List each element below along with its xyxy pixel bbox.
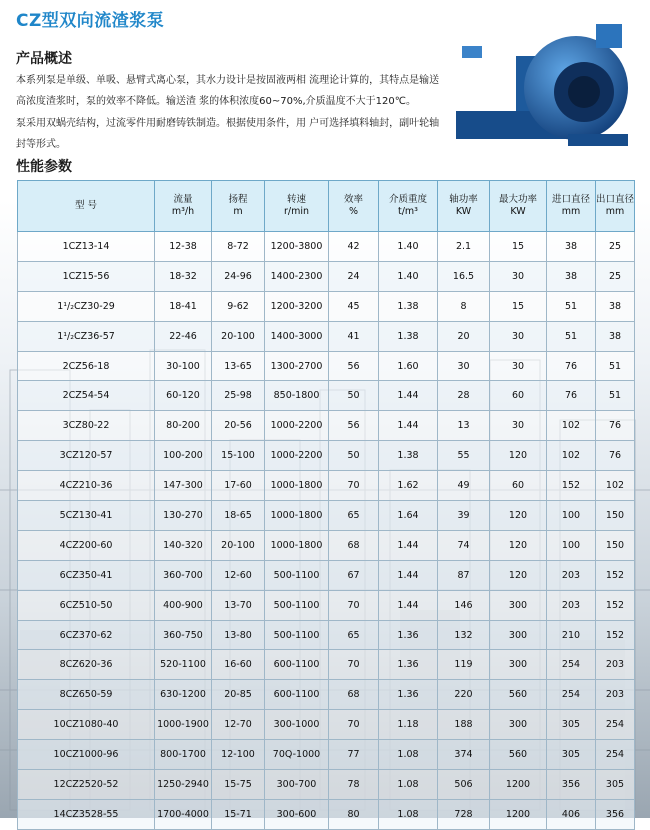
cell-model: 6CZ350-41 (18, 560, 155, 590)
header-flow: 流量 m³/h (155, 181, 212, 232)
cell-efficiency: 70 (329, 710, 379, 740)
cell-efficiency: 65 (329, 620, 379, 650)
cell-speed: 1000-1800 (265, 471, 329, 501)
cell-head: 18-65 (212, 501, 265, 531)
cell-flow: 147-300 (155, 471, 212, 501)
cell-inlet-diameter: 305 (547, 710, 596, 740)
cell-speed: 1400-3000 (265, 321, 329, 351)
cell-density: 1.38 (379, 321, 438, 351)
cell-max-power: 120 (490, 441, 547, 471)
cell-max-power: 15 (490, 291, 547, 321)
cell-max-power: 30 (490, 351, 547, 381)
cell-outlet-diameter: 203 (596, 650, 635, 680)
cell-outlet-diameter: 254 (596, 710, 635, 740)
cell-speed: 600-1100 (265, 680, 329, 710)
cell-efficiency: 78 (329, 770, 379, 800)
cell-inlet-diameter: 356 (547, 770, 596, 800)
page-title: CZ型双向流渣浆泵 (16, 11, 165, 31)
cell-efficiency: 24 (329, 261, 379, 291)
pump-product-image (456, 16, 644, 148)
cell-density: 1.38 (379, 441, 438, 471)
cell-max-power: 560 (490, 680, 547, 710)
cell-flow: 1700-4000 (155, 799, 212, 829)
cell-max-power: 300 (490, 620, 547, 650)
table-row (18, 261, 635, 291)
table-row (18, 530, 635, 560)
cell-speed: 500-1100 (265, 560, 329, 590)
cell-outlet-diameter: 76 (596, 411, 635, 441)
overview-paragraph-1: 本系列泵是单级、单吸、悬臂式离心泵，其水力设计是按固液两相 流理论计算的，其特点是输送高浓度渣浆时，泵的效率不降低。输送渣 浆的体积浓度60~70%,介质温度不大于120℃。 (16, 75, 440, 107)
cell-efficiency: 42 (329, 232, 379, 262)
cell-flow: 360-750 (155, 620, 212, 650)
cell-efficiency: 70 (329, 590, 379, 620)
cell-outlet-diameter: 152 (596, 590, 635, 620)
cell-outlet-diameter: 102 (596, 471, 635, 501)
cell-flow: 30-100 (155, 351, 212, 381)
cell-density: 1.08 (379, 799, 438, 829)
cell-outlet-diameter: 25 (596, 261, 635, 291)
table-row (18, 501, 635, 531)
cell-inlet-diameter: 203 (547, 590, 596, 620)
cell-shaft-power: 20 (438, 321, 490, 351)
header-outlet-diameter: 出口直径 mm (596, 181, 635, 232)
cell-outlet-diameter: 150 (596, 530, 635, 560)
cell-speed: 500-1100 (265, 620, 329, 650)
cell-density: 1.44 (379, 411, 438, 441)
cell-density: 1.44 (379, 530, 438, 560)
cell-model: 14CZ3528-55 (18, 799, 155, 829)
cell-max-power: 15 (490, 232, 547, 262)
cell-flow: 1250-2940 (155, 770, 212, 800)
cell-flow: 800-1700 (155, 740, 212, 770)
cell-efficiency: 65 (329, 501, 379, 531)
cell-flow: 520-1100 (155, 650, 212, 680)
cell-efficiency: 50 (329, 381, 379, 411)
cell-density: 1.44 (379, 590, 438, 620)
cell-model: 2CZ56-18 (18, 351, 155, 381)
cell-flow: 22-46 (155, 321, 212, 351)
cell-efficiency: 45 (329, 291, 379, 321)
cell-head: 8-72 (212, 232, 265, 262)
cell-shaft-power: 188 (438, 710, 490, 740)
cell-speed: 1000-1800 (265, 501, 329, 531)
cell-outlet-diameter: 38 (596, 291, 635, 321)
cell-speed: 1000-1800 (265, 530, 329, 560)
cell-inlet-diameter: 254 (547, 680, 596, 710)
cell-speed: 300-600 (265, 799, 329, 829)
cell-density: 1.08 (379, 740, 438, 770)
table-row (18, 441, 635, 471)
cell-model: 3CZ80-22 (18, 411, 155, 441)
cell-max-power: 1200 (490, 770, 547, 800)
cell-efficiency: 70 (329, 650, 379, 680)
cell-shaft-power: 374 (438, 740, 490, 770)
cell-inlet-diameter: 152 (547, 471, 596, 501)
cell-max-power: 30 (490, 321, 547, 351)
cell-outlet-diameter: 38 (596, 321, 635, 351)
cell-flow: 18-32 (155, 261, 212, 291)
header-efficiency: 效率 % (329, 181, 379, 232)
cell-inlet-diameter: 76 (547, 351, 596, 381)
cell-speed: 1200-3800 (265, 232, 329, 262)
cell-shaft-power: 16.5 (438, 261, 490, 291)
cell-head: 15-100 (212, 441, 265, 471)
cell-model: 1¹/₂CZ30-29 (18, 291, 155, 321)
cell-inlet-diameter: 100 (547, 501, 596, 531)
cell-speed: 850-1800 (265, 381, 329, 411)
cell-efficiency: 56 (329, 351, 379, 381)
cell-max-power: 120 (490, 530, 547, 560)
cell-max-power: 120 (490, 501, 547, 531)
cell-inlet-diameter: 51 (547, 291, 596, 321)
cell-max-power: 30 (490, 261, 547, 291)
cell-density: 1.36 (379, 650, 438, 680)
cell-outlet-diameter: 25 (596, 232, 635, 262)
header-shaft-power: 轴功率 KW (438, 181, 490, 232)
table-row (18, 321, 635, 351)
cell-max-power: 300 (490, 710, 547, 740)
header-model: 型 号 (18, 181, 155, 232)
cell-head: 12-70 (212, 710, 265, 740)
cell-model: 10CZ1080-40 (18, 710, 155, 740)
cell-outlet-diameter: 76 (596, 441, 635, 471)
cell-efficiency: 80 (329, 799, 379, 829)
cell-speed: 1000-2200 (265, 411, 329, 441)
cell-outlet-diameter: 152 (596, 560, 635, 590)
cell-flow: 140-320 (155, 530, 212, 560)
cell-max-power: 560 (490, 740, 547, 770)
cell-head: 13-70 (212, 590, 265, 620)
cell-inlet-diameter: 100 (547, 530, 596, 560)
cell-speed: 70Q-1000 (265, 740, 329, 770)
cell-flow: 18-41 (155, 291, 212, 321)
cell-shaft-power: 132 (438, 620, 490, 650)
table-row (18, 232, 635, 262)
cell-model: 12CZ2520-52 (18, 770, 155, 800)
cell-max-power: 1200 (490, 799, 547, 829)
cell-model: 5CZ130-41 (18, 501, 155, 531)
cell-efficiency: 68 (329, 530, 379, 560)
cell-max-power: 30 (490, 411, 547, 441)
table-header-row (18, 181, 635, 232)
cell-outlet-diameter: 152 (596, 620, 635, 650)
cell-speed: 300-700 (265, 770, 329, 800)
cell-shaft-power: 87 (438, 560, 490, 590)
table-row (18, 291, 635, 321)
table-row (18, 799, 635, 829)
cell-head: 13-80 (212, 620, 265, 650)
header-inlet-diameter: 进口直径 mm (547, 181, 596, 232)
cell-inlet-diameter: 254 (547, 650, 596, 680)
cell-max-power: 300 (490, 650, 547, 680)
cell-efficiency: 41 (329, 321, 379, 351)
cell-inlet-diameter: 203 (547, 560, 596, 590)
cell-shaft-power: 74 (438, 530, 490, 560)
cell-efficiency: 56 (329, 411, 379, 441)
params-heading: 性能参数 (16, 159, 72, 175)
cell-outlet-diameter: 203 (596, 680, 635, 710)
cell-inlet-diameter: 102 (547, 441, 596, 471)
cell-model: 4CZ200-60 (18, 530, 155, 560)
cell-shaft-power: 39 (438, 501, 490, 531)
cell-head: 20-85 (212, 680, 265, 710)
cell-model: 6CZ370-62 (18, 620, 155, 650)
cell-speed: 1200-3200 (265, 291, 329, 321)
cell-head: 12-60 (212, 560, 265, 590)
cell-density: 1.08 (379, 770, 438, 800)
table-row (18, 710, 635, 740)
cell-head: 25-98 (212, 381, 265, 411)
cell-head: 15-71 (212, 799, 265, 829)
cell-flow: 360-700 (155, 560, 212, 590)
cell-shaft-power: 49 (438, 471, 490, 501)
cell-flow: 60-120 (155, 381, 212, 411)
cell-head: 15-75 (212, 770, 265, 800)
cell-model: 8CZ650-59 (18, 680, 155, 710)
table-row (18, 411, 635, 441)
cell-head: 20-100 (212, 321, 265, 351)
cell-head: 24-96 (212, 261, 265, 291)
cell-model: 4CZ210-36 (18, 471, 155, 501)
cell-density: 1.40 (379, 261, 438, 291)
cell-shaft-power: 55 (438, 441, 490, 471)
overview-heading: 产品概述 (16, 51, 72, 67)
table-row (18, 471, 635, 501)
header-density: 介质重度 t/m³ (379, 181, 438, 232)
cell-density: 1.60 (379, 351, 438, 381)
cell-head: 17-60 (212, 471, 265, 501)
header-max-power: 最大功率 KW (490, 181, 547, 232)
header-head: 扬程 m (212, 181, 265, 232)
cell-head: 12-100 (212, 740, 265, 770)
cell-flow: 630-1200 (155, 680, 212, 710)
cell-outlet-diameter: 51 (596, 351, 635, 381)
cell-head: 16-60 (212, 650, 265, 680)
table-row (18, 351, 635, 381)
cell-density: 1.64 (379, 501, 438, 531)
cell-inlet-diameter: 51 (547, 321, 596, 351)
cell-inlet-diameter: 406 (547, 799, 596, 829)
cell-model: 1¹/₂CZ36-57 (18, 321, 155, 351)
table-row (18, 680, 635, 710)
cell-model: 10CZ1000-96 (18, 740, 155, 770)
cell-inlet-diameter: 38 (547, 232, 596, 262)
overview-paragraph-2: 泵采用双蜗壳结构，过流零件用耐磨铸铁制造。根据使用条件，用 户可选择填料轴封，副叶轮轴封等形式。 (16, 118, 440, 150)
cell-density: 1.40 (379, 232, 438, 262)
cell-inlet-diameter: 38 (547, 261, 596, 291)
cell-flow: 1000-1900 (155, 710, 212, 740)
cell-density: 1.38 (379, 291, 438, 321)
cell-density: 1.36 (379, 680, 438, 710)
cell-efficiency: 70 (329, 471, 379, 501)
cell-shaft-power: 728 (438, 799, 490, 829)
spec-table (17, 180, 635, 830)
cell-shaft-power: 146 (438, 590, 490, 620)
cell-density: 1.62 (379, 471, 438, 501)
cell-shaft-power: 119 (438, 650, 490, 680)
cell-max-power: 60 (490, 381, 547, 411)
cell-head: 20-100 (212, 530, 265, 560)
cell-shaft-power: 30 (438, 351, 490, 381)
cell-shaft-power: 506 (438, 770, 490, 800)
cell-shaft-power: 2.1 (438, 232, 490, 262)
cell-max-power: 300 (490, 590, 547, 620)
cell-flow: 400-900 (155, 590, 212, 620)
cell-model: 6CZ510-50 (18, 590, 155, 620)
cell-max-power: 60 (490, 471, 547, 501)
cell-model: 3CZ120-57 (18, 441, 155, 471)
cell-speed: 600-1100 (265, 650, 329, 680)
cell-efficiency: 67 (329, 560, 379, 590)
cell-outlet-diameter: 305 (596, 770, 635, 800)
cell-max-power: 120 (490, 560, 547, 590)
table-row (18, 381, 635, 411)
spec-table-body (18, 232, 635, 830)
cell-inlet-diameter: 210 (547, 620, 596, 650)
cell-flow: 130-270 (155, 501, 212, 531)
cell-speed: 1300-2700 (265, 351, 329, 381)
cell-head: 20-56 (212, 411, 265, 441)
cell-efficiency: 50 (329, 441, 379, 471)
cell-density: 1.44 (379, 560, 438, 590)
cell-density: 1.18 (379, 710, 438, 740)
cell-model: 1CZ13-14 (18, 232, 155, 262)
cell-density: 1.36 (379, 620, 438, 650)
cell-inlet-diameter: 102 (547, 411, 596, 441)
table-row (18, 650, 635, 680)
cell-flow: 100-200 (155, 441, 212, 471)
cell-outlet-diameter: 356 (596, 799, 635, 829)
cell-density: 1.44 (379, 381, 438, 411)
cell-head: 13-65 (212, 351, 265, 381)
cell-flow: 12-38 (155, 232, 212, 262)
cell-speed: 1000-2200 (265, 441, 329, 471)
cell-flow: 80-200 (155, 411, 212, 441)
cell-outlet-diameter: 150 (596, 501, 635, 531)
cell-speed: 500-1100 (265, 590, 329, 620)
cell-outlet-diameter: 51 (596, 381, 635, 411)
cell-model: 2CZ54-54 (18, 381, 155, 411)
cell-efficiency: 68 (329, 680, 379, 710)
cell-speed: 300-1000 (265, 710, 329, 740)
table-row (18, 740, 635, 770)
cell-model: 8CZ620-36 (18, 650, 155, 680)
cell-inlet-diameter: 76 (547, 381, 596, 411)
cell-shaft-power: 28 (438, 381, 490, 411)
table-row (18, 560, 635, 590)
cell-head: 9-62 (212, 291, 265, 321)
table-row (18, 590, 635, 620)
cell-outlet-diameter: 254 (596, 740, 635, 770)
cell-efficiency: 77 (329, 740, 379, 770)
cell-speed: 1400-2300 (265, 261, 329, 291)
cell-shaft-power: 220 (438, 680, 490, 710)
cell-inlet-diameter: 305 (547, 740, 596, 770)
cell-shaft-power: 8 (438, 291, 490, 321)
header-speed: 转速 r/min (265, 181, 329, 232)
table-row (18, 620, 635, 650)
cell-shaft-power: 13 (438, 411, 490, 441)
cell-model: 1CZ15-56 (18, 261, 155, 291)
table-row (18, 770, 635, 800)
